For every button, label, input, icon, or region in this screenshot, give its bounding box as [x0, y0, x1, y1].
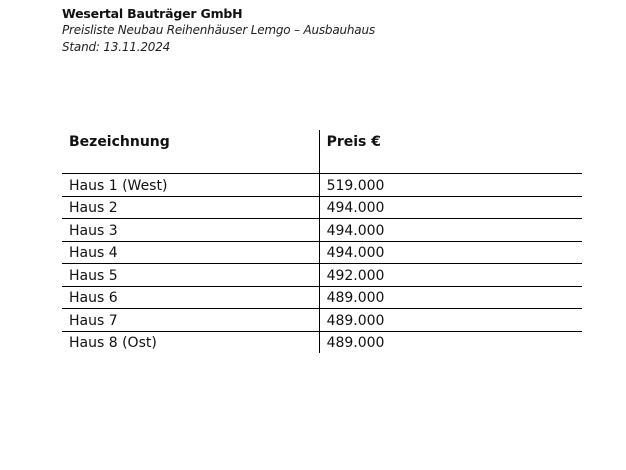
table-row [62, 331, 582, 353]
row-name: Haus 8 (Ost) [69, 335, 157, 351]
row-name: Haus 1 (West) [62, 174, 319, 197]
document-subtitle: Preisliste Neubau Reihenhäuser Lemgo – Ausbauhaus [62, 23, 375, 37]
table-row [62, 286, 582, 309]
table-row [62, 264, 582, 287]
row-price: 494.000 [319, 219, 582, 242]
header-name: Bezeichnung [69, 134, 170, 150]
row-price: 489.000 [319, 286, 582, 309]
row-name: Haus 5 [62, 264, 319, 287]
document-date: Stand: 13.11.2024 [62, 40, 171, 54]
row-price: 492.000 [319, 264, 582, 287]
row-price: 494.000 [319, 241, 582, 264]
document-header [62, 5, 375, 56]
row-price: 489.000 [319, 331, 582, 353]
table-row [62, 196, 582, 219]
company-name: Wesertal Bauträger GmbH [62, 6, 243, 21]
header-price: Preis € [319, 130, 582, 154]
spacer-cell-name [62, 154, 319, 174]
row-name: Haus 7 [62, 309, 319, 332]
row-name: Haus 3 [62, 219, 319, 242]
table-row [62, 174, 582, 197]
table-row [62, 219, 582, 242]
row-name: Haus 6 [62, 286, 319, 309]
table-row [62, 309, 582, 332]
row-name: Haus 4 [62, 241, 319, 264]
row-price: 519.000 [319, 174, 582, 197]
row-price: 494.000 [319, 196, 582, 219]
table-header-spacer [62, 154, 582, 174]
row-price: 489.000 [319, 309, 582, 332]
table-row [62, 241, 582, 264]
table-header-row [62, 130, 582, 154]
row-name: Haus 2 [62, 196, 319, 219]
price-table [62, 130, 582, 353]
spacer-cell-price [319, 154, 582, 174]
